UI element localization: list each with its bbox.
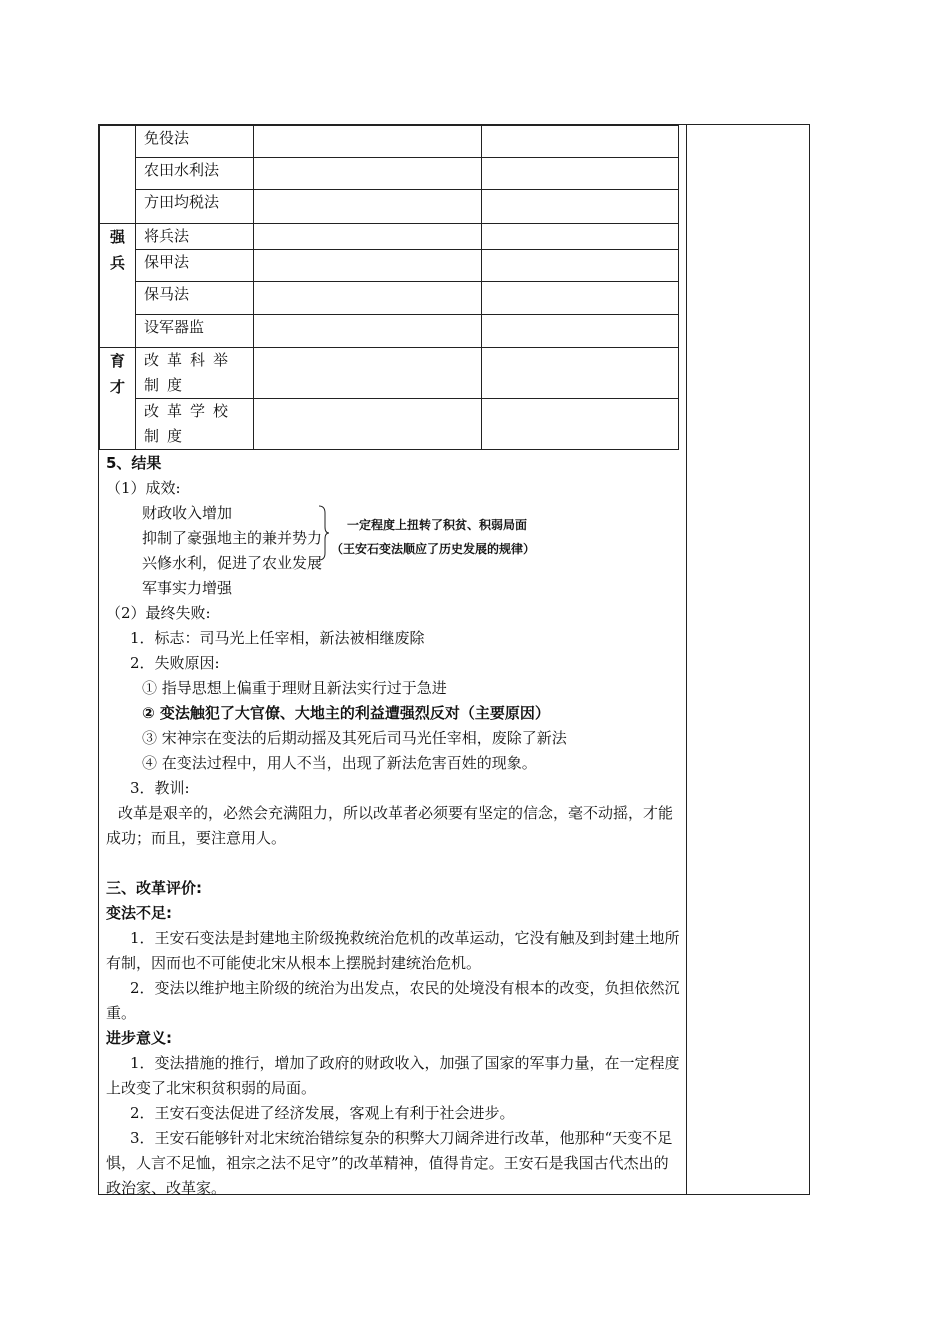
shortcoming-item: 2．变法以维护地主阶级的统治为出发点，农民的处境没有根本的改变，负担依然沉重。 [106, 979, 680, 1022]
lesson-title: 3．教训: [130, 779, 190, 797]
main-content [106, 451, 682, 1201]
blank-cell[interactable] [254, 158, 482, 190]
spacer [106, 851, 682, 876]
blank-cell[interactable] [254, 126, 482, 158]
shortcoming-item: 1．王安石变法是封建地主阶级挽救统治危机的改革运动，它没有触及到封建土地所有制，因而也不可能使北宋从根本上摆脱封建统治危机。 [106, 929, 680, 972]
blank-cell[interactable] [482, 250, 679, 282]
section-heading: 三、改革评价: [106, 879, 202, 897]
effect-item: 兴修水利，促进了农业发展 [142, 554, 323, 572]
blank-cell[interactable] [482, 348, 679, 399]
blank-cell[interactable] [482, 399, 679, 450]
progress-item: 1．变法措施的推行，增加了政府的财政收入，加强了国家的军事力量，在一定程度上改变了北宋积贫积弱的局面。 [106, 1054, 680, 1097]
blank-cell[interactable] [254, 224, 482, 250]
measure-cell: 保马法 [136, 282, 254, 315]
reason-item: ① 指导思想上偏重于理财且新法实行过于急进 [142, 679, 447, 697]
measure-cell: 免役法 [136, 126, 254, 158]
reason-item-main: ② 变法触犯了大官僚、大地主的利益遭强烈反对（主要原因） [142, 704, 550, 722]
subheading: （2）最终失败: [106, 604, 211, 622]
category-cell-empty [100, 126, 136, 224]
measure-cell: 将兵法 [136, 224, 254, 250]
reason-item: ③ 宋神宗在变法的后期动摇及其死后司马光任宰相，废除了新法 [142, 729, 567, 747]
fail-reason-title: 2．失败原因: [130, 654, 220, 672]
blank-cell[interactable] [254, 190, 482, 224]
blank-cell[interactable] [482, 282, 679, 315]
measure-cell: 设军器监 [136, 315, 254, 348]
blank-cell[interactable] [482, 315, 679, 348]
reason-item: ④ 在变法过程中，用人不当，出现了新法危害百姓的现象。 [142, 754, 537, 772]
reform-measures-table [99, 125, 679, 450]
blank-cell[interactable] [254, 250, 482, 282]
subheading: 变法不足: [106, 904, 172, 922]
category-label: 强 兵 [109, 228, 125, 272]
category-cell-yucai [100, 348, 136, 450]
section-heading: 5、结果 [106, 454, 162, 472]
blank-cell[interactable] [482, 190, 679, 224]
blank-cell[interactable] [482, 126, 679, 158]
measure-cell: 农田水利法 [136, 158, 254, 190]
blank-cell[interactable] [254, 399, 482, 450]
category-label: 育 才 [109, 352, 125, 396]
blank-cell[interactable] [254, 348, 482, 399]
blank-cell[interactable] [254, 315, 482, 348]
effect-item: 财政收入增加 [142, 504, 233, 522]
measure-cell: 方田均税法 [136, 190, 254, 224]
fail-sign: 1．标志：司马光上任宰相，新法被相继废除 [130, 629, 425, 647]
subheading: （1）成效: [106, 479, 181, 497]
lesson-text: 改革是艰辛的，必然会充满阻力，所以改革者必须要有坚定的信念，毫不动摇，才能成功；而且，要注意用人。 [106, 804, 674, 847]
measure-cell: 改革学校制度 [136, 399, 254, 450]
effect-summary-note: 一定程度上扭转了积贫、积弱局面 [347, 518, 528, 532]
effect-item: 抑制了豪强地主的兼并势力 [142, 529, 323, 547]
measure-cell: 保甲法 [136, 250, 254, 282]
effect-item: 军事实力增强 [142, 579, 233, 597]
subheading: 进步意义: [106, 1029, 172, 1047]
effect-summary-note: （王安石变法顺应了历史发展的规律） [331, 542, 536, 556]
category-cell-qiangbing [100, 224, 136, 348]
blank-cell[interactable] [482, 158, 679, 190]
blank-cell[interactable] [482, 224, 679, 250]
column-divider [686, 124, 687, 1195]
measure-cell: 改革科举制度 [136, 348, 254, 399]
blank-cell[interactable] [254, 282, 482, 315]
progress-item: 2．王安石变法促进了经济发展，客观上有利于社会进步。 [130, 1104, 515, 1122]
progress-item: 3．王安石能够针对北宋统治错综复杂的积弊大刀阔斧进行改革，他那种“天变不足惧，人言不足恤，祖宗之法不足守”的改革精神，值得肯定。王安石是我国古代杰出的政治家、改革家。 [106, 1129, 673, 1197]
